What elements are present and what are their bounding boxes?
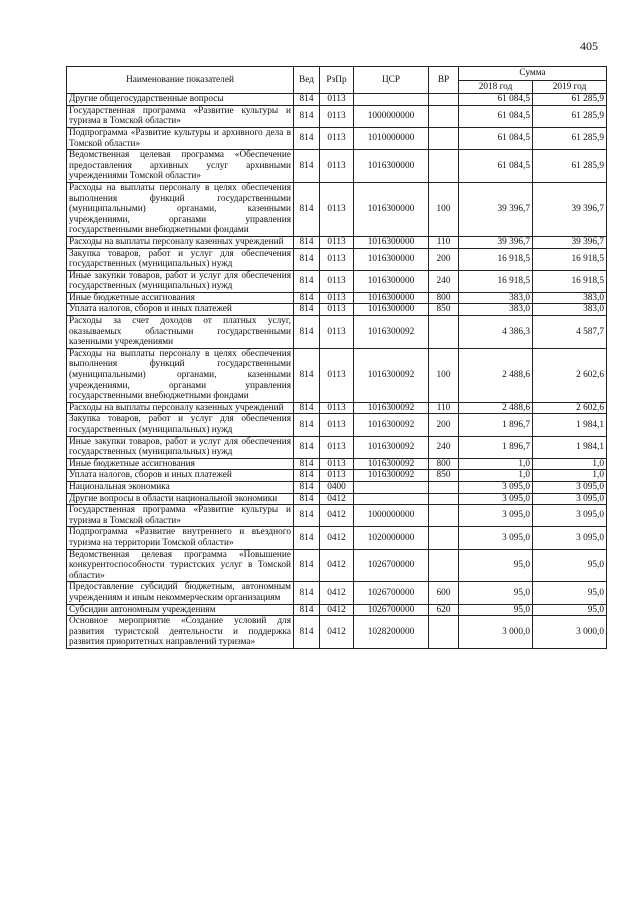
cell-vr: [429, 481, 459, 493]
cell-ved: 814: [294, 616, 320, 649]
cell-ved: 814: [294, 150, 320, 183]
cell-csr: 1016300092: [354, 316, 429, 349]
cell-csr: [354, 94, 429, 106]
cell-csr: 1000000000: [354, 505, 429, 527]
cell-name: Иные закупки товаров, работ и услуг для обеспечения государственных (муниципальных) нужд: [67, 270, 294, 292]
table-row: [67, 402, 607, 414]
cell-y2018: 61 084,5: [459, 94, 533, 106]
table-row: [67, 316, 607, 349]
budget-table: [66, 66, 607, 649]
table-row: [67, 616, 607, 649]
header-sum: Сумма: [459, 67, 607, 81]
cell-y2018: 39 396,7: [459, 182, 533, 236]
cell-vr: 100: [429, 348, 459, 402]
table-row: [67, 127, 607, 149]
cell-rzpr: 0412: [320, 582, 354, 604]
cell-rzpr: 0113: [320, 414, 354, 436]
cell-y2018: 383,0: [459, 304, 533, 316]
table-row: [67, 549, 607, 582]
cell-csr: [354, 481, 429, 493]
cell-y2019: 1,0: [533, 470, 607, 482]
cell-vr: [429, 549, 459, 582]
cell-y2018: 383,0: [459, 292, 533, 304]
header-csr: ЦСР: [354, 67, 429, 94]
cell-csr: 1016300092: [354, 348, 429, 402]
cell-vr: [429, 150, 459, 183]
cell-vr: 100: [429, 182, 459, 236]
cell-ved: 814: [294, 582, 320, 604]
cell-ved: 814: [294, 414, 320, 436]
cell-ved: 814: [294, 481, 320, 493]
cell-rzpr: 0113: [320, 436, 354, 458]
cell-y2019: 61 285,9: [533, 105, 607, 127]
table-row: [67, 236, 607, 248]
cell-y2019: 16 918,5: [533, 248, 607, 270]
table-row: [67, 348, 607, 402]
cell-ved: 814: [294, 493, 320, 505]
cell-ved: 814: [294, 436, 320, 458]
cell-csr: 1016300000: [354, 304, 429, 316]
cell-y2018: 1,0: [459, 458, 533, 470]
table-row: [67, 304, 607, 316]
cell-y2018: 61 084,5: [459, 127, 533, 149]
cell-y2019: 61 285,9: [533, 150, 607, 183]
cell-vr: [429, 105, 459, 127]
cell-y2019: 3 095,0: [533, 493, 607, 505]
cell-name: Национальная экономика: [67, 481, 294, 493]
cell-y2019: 61 285,9: [533, 94, 607, 106]
cell-y2018: 2 488,6: [459, 402, 533, 414]
cell-rzpr: 0113: [320, 316, 354, 349]
cell-ved: 814: [294, 292, 320, 304]
cell-y2018: 1 896,7: [459, 436, 533, 458]
cell-rzpr: 0113: [320, 292, 354, 304]
cell-y2019: 383,0: [533, 304, 607, 316]
cell-y2019: 61 285,9: [533, 127, 607, 149]
cell-csr: 1026700000: [354, 604, 429, 616]
cell-vr: 200: [429, 248, 459, 270]
cell-rzpr: 0113: [320, 402, 354, 414]
cell-rzpr: 0113: [320, 182, 354, 236]
cell-y2018: 1 896,7: [459, 414, 533, 436]
cell-rzpr: 0412: [320, 505, 354, 527]
table-row: [67, 481, 607, 493]
cell-name: Иные бюджетные ассигнования: [67, 292, 294, 304]
cell-csr: 1016300000: [354, 270, 429, 292]
cell-y2018: 16 918,5: [459, 270, 533, 292]
cell-csr: 1016300000: [354, 292, 429, 304]
cell-csr: 1016300092: [354, 470, 429, 482]
cell-rzpr: 0412: [320, 616, 354, 649]
header-rzpr: РзПр: [320, 67, 354, 94]
cell-name: Подпрограмма «Развитие внутреннего и въездного туризма на территории Томской области»: [67, 527, 294, 549]
table-row: [67, 582, 607, 604]
header-name: Наименование показателей: [67, 67, 294, 94]
header-2018: 2018 год: [459, 80, 533, 94]
cell-vr: 850: [429, 304, 459, 316]
cell-rzpr: 0113: [320, 150, 354, 183]
cell-name: Субсидии автономным учреждениям: [67, 604, 294, 616]
cell-name: Иные бюджетные ассигнования: [67, 458, 294, 470]
cell-rzpr: 0412: [320, 527, 354, 549]
cell-rzpr: 0113: [320, 94, 354, 106]
cell-csr: 1026700000: [354, 549, 429, 582]
table-row: [67, 604, 607, 616]
cell-ved: 814: [294, 236, 320, 248]
cell-y2019: 95,0: [533, 582, 607, 604]
cell-name: Основное мероприятие «Создание условий для развития туристской деятельности и поддержка развития приоритетных направлений туризма»: [67, 616, 294, 649]
cell-vr: 620: [429, 604, 459, 616]
cell-y2019: 95,0: [533, 604, 607, 616]
cell-vr: 800: [429, 292, 459, 304]
cell-ved: 814: [294, 402, 320, 414]
cell-y2019: 3 095,0: [533, 505, 607, 527]
cell-y2018: 3 095,0: [459, 481, 533, 493]
cell-rzpr: 0113: [320, 236, 354, 248]
cell-y2019: 95,0: [533, 549, 607, 582]
table-header: [67, 67, 607, 94]
cell-vr: 600: [429, 582, 459, 604]
cell-name: Предоставление субсидий бюджетным, автономным учреждениям и иным некоммерческим организациям: [67, 582, 294, 604]
cell-name: Государственная программа «Развитие культуры и туризма в Томской области»: [67, 105, 294, 127]
cell-y2018: 1,0: [459, 470, 533, 482]
cell-name: Другие вопросы в области национальной экономики: [67, 493, 294, 505]
cell-rzpr: 0400: [320, 481, 354, 493]
cell-rzpr: 0113: [320, 458, 354, 470]
table-row: [67, 527, 607, 549]
cell-name: Расходы на выплаты персоналу казенных учреждений: [67, 236, 294, 248]
cell-y2019: 1 984,1: [533, 414, 607, 436]
table-row: [67, 292, 607, 304]
cell-ved: 814: [294, 549, 320, 582]
cell-y2019: 3 000,0: [533, 616, 607, 649]
cell-name: Уплата налогов, сборов и иных платежей: [67, 304, 294, 316]
cell-y2018: 2 488,6: [459, 348, 533, 402]
table-row: [67, 436, 607, 458]
cell-name: Ведомственная целевая программа «Повышение конкурентоспособности туристских услуг в Томской области»: [67, 549, 294, 582]
cell-y2019: 39 396,7: [533, 236, 607, 248]
cell-csr: 1010000000: [354, 127, 429, 149]
cell-csr: 1016300000: [354, 182, 429, 236]
cell-ved: 814: [294, 182, 320, 236]
cell-name: Другие общегосударственные вопросы: [67, 94, 294, 106]
cell-y2018: 3 095,0: [459, 505, 533, 527]
cell-y2019: 39 396,7: [533, 182, 607, 236]
cell-vr: [429, 527, 459, 549]
cell-vr: [429, 616, 459, 649]
table-row: [67, 270, 607, 292]
cell-name: Ведомственная целевая программа «Обеспечение предоставления архивных услуг архивными учреждениями Томской области»: [67, 150, 294, 183]
cell-y2018: 39 396,7: [459, 236, 533, 248]
cell-y2018: 95,0: [459, 582, 533, 604]
cell-vr: [429, 94, 459, 106]
table-row: [67, 414, 607, 436]
cell-ved: 814: [294, 127, 320, 149]
cell-vr: 240: [429, 436, 459, 458]
cell-name: Закупка товаров, работ и услуг для обеспечения государственных (муниципальных) нужд: [67, 414, 294, 436]
cell-name: Подпрограмма «Развитие культуры и архивного дела в Томской области»: [67, 127, 294, 149]
cell-csr: 1016300092: [354, 402, 429, 414]
cell-ved: 814: [294, 105, 320, 127]
table-row: [67, 248, 607, 270]
cell-vr: [429, 493, 459, 505]
cell-y2018: 95,0: [459, 604, 533, 616]
cell-ved: 814: [294, 316, 320, 349]
table-row: [67, 470, 607, 482]
cell-name: Закупка товаров, работ и услуг для обеспечения государственных (муниципальных) нужд: [67, 248, 294, 270]
cell-rzpr: 0113: [320, 248, 354, 270]
cell-ved: 814: [294, 604, 320, 616]
page-number: 405: [580, 39, 598, 53]
table-body: [67, 94, 607, 649]
table-row: [67, 150, 607, 183]
cell-csr: 1020000000: [354, 527, 429, 549]
cell-y2019: 383,0: [533, 292, 607, 304]
cell-vr: 110: [429, 402, 459, 414]
cell-csr: 1026700000: [354, 582, 429, 604]
cell-rzpr: 0113: [320, 270, 354, 292]
table-row: [67, 458, 607, 470]
cell-y2018: 16 918,5: [459, 248, 533, 270]
cell-csr: 1028200000: [354, 616, 429, 649]
cell-y2019: 3 095,0: [533, 527, 607, 549]
cell-vr: 240: [429, 270, 459, 292]
table-row: [67, 505, 607, 527]
cell-y2019: 16 918,5: [533, 270, 607, 292]
table-row: [67, 182, 607, 236]
cell-y2019: 2 602,6: [533, 402, 607, 414]
cell-csr: 1016300092: [354, 414, 429, 436]
cell-rzpr: 0113: [320, 470, 354, 482]
cell-rzpr: 0412: [320, 493, 354, 505]
cell-rzpr: 0113: [320, 127, 354, 149]
cell-vr: [429, 505, 459, 527]
cell-vr: [429, 127, 459, 149]
cell-y2018: 3 095,0: [459, 527, 533, 549]
cell-ved: 814: [294, 348, 320, 402]
cell-vr: 850: [429, 470, 459, 482]
cell-name: Иные закупки товаров, работ и услуг для обеспечения государственных (муниципальных) нужд: [67, 436, 294, 458]
header-2019: 2019 год: [533, 80, 607, 94]
cell-y2018: 3 000,0: [459, 616, 533, 649]
cell-y2018: 61 084,5: [459, 105, 533, 127]
cell-ved: 814: [294, 248, 320, 270]
cell-rzpr: 0113: [320, 348, 354, 402]
cell-vr: 110: [429, 236, 459, 248]
cell-ved: 814: [294, 270, 320, 292]
cell-ved: 814: [294, 527, 320, 549]
table-row: [67, 94, 607, 106]
cell-name: Государственная программа «Развитие культуры и туризма в Томской области»: [67, 505, 294, 527]
cell-ved: 814: [294, 304, 320, 316]
cell-y2019: 2 602,6: [533, 348, 607, 402]
cell-y2019: 1 984,1: [533, 436, 607, 458]
cell-y2018: 95,0: [459, 549, 533, 582]
header-vr: ВР: [429, 67, 459, 94]
cell-name: Расходы на выплаты персоналу казенных учреждений: [67, 402, 294, 414]
cell-name: Расходы за счет доходов от платных услуг, оказываемых областными государственными казенными учреждениями: [67, 316, 294, 349]
cell-vr: [429, 316, 459, 349]
cell-csr: 1000000000: [354, 105, 429, 127]
cell-ved: 814: [294, 94, 320, 106]
cell-csr: [354, 493, 429, 505]
cell-y2019: 3 095,0: [533, 481, 607, 493]
cell-csr: 1016300000: [354, 236, 429, 248]
table-row: [67, 493, 607, 505]
cell-rzpr: 0113: [320, 105, 354, 127]
cell-rzpr: 0412: [320, 549, 354, 582]
cell-csr: 1016300092: [354, 436, 429, 458]
cell-ved: 814: [294, 458, 320, 470]
cell-ved: 814: [294, 470, 320, 482]
cell-vr: 800: [429, 458, 459, 470]
header-ved: Вед: [294, 67, 320, 94]
cell-y2019: 4 587,7: [533, 316, 607, 349]
cell-name: Расходы на выплаты персоналу в целях обеспечения выполнения функций государственными (муниципальными) органами, казенными учреждениями, органами управления государственными внебюджетными фондами: [67, 348, 294, 402]
cell-csr: 1016300000: [354, 150, 429, 183]
cell-csr: 1016300092: [354, 458, 429, 470]
cell-y2018: 61 084,5: [459, 150, 533, 183]
cell-y2018: 4 386,3: [459, 316, 533, 349]
cell-name: Расходы на выплаты персоналу в целях обеспечения выполнения функций государственными (муниципальными) органами, казенными учреждениями, органами управления государственными внебюджетными фондами: [67, 182, 294, 236]
cell-vr: 200: [429, 414, 459, 436]
cell-y2019: 1,0: [533, 458, 607, 470]
table-row: [67, 105, 607, 127]
cell-rzpr: 0412: [320, 604, 354, 616]
cell-name: Уплата налогов, сборов и иных платежей: [67, 470, 294, 482]
cell-y2018: 3 095,0: [459, 493, 533, 505]
cell-ved: 814: [294, 505, 320, 527]
cell-csr: 1016300000: [354, 248, 429, 270]
cell-rzpr: 0113: [320, 304, 354, 316]
